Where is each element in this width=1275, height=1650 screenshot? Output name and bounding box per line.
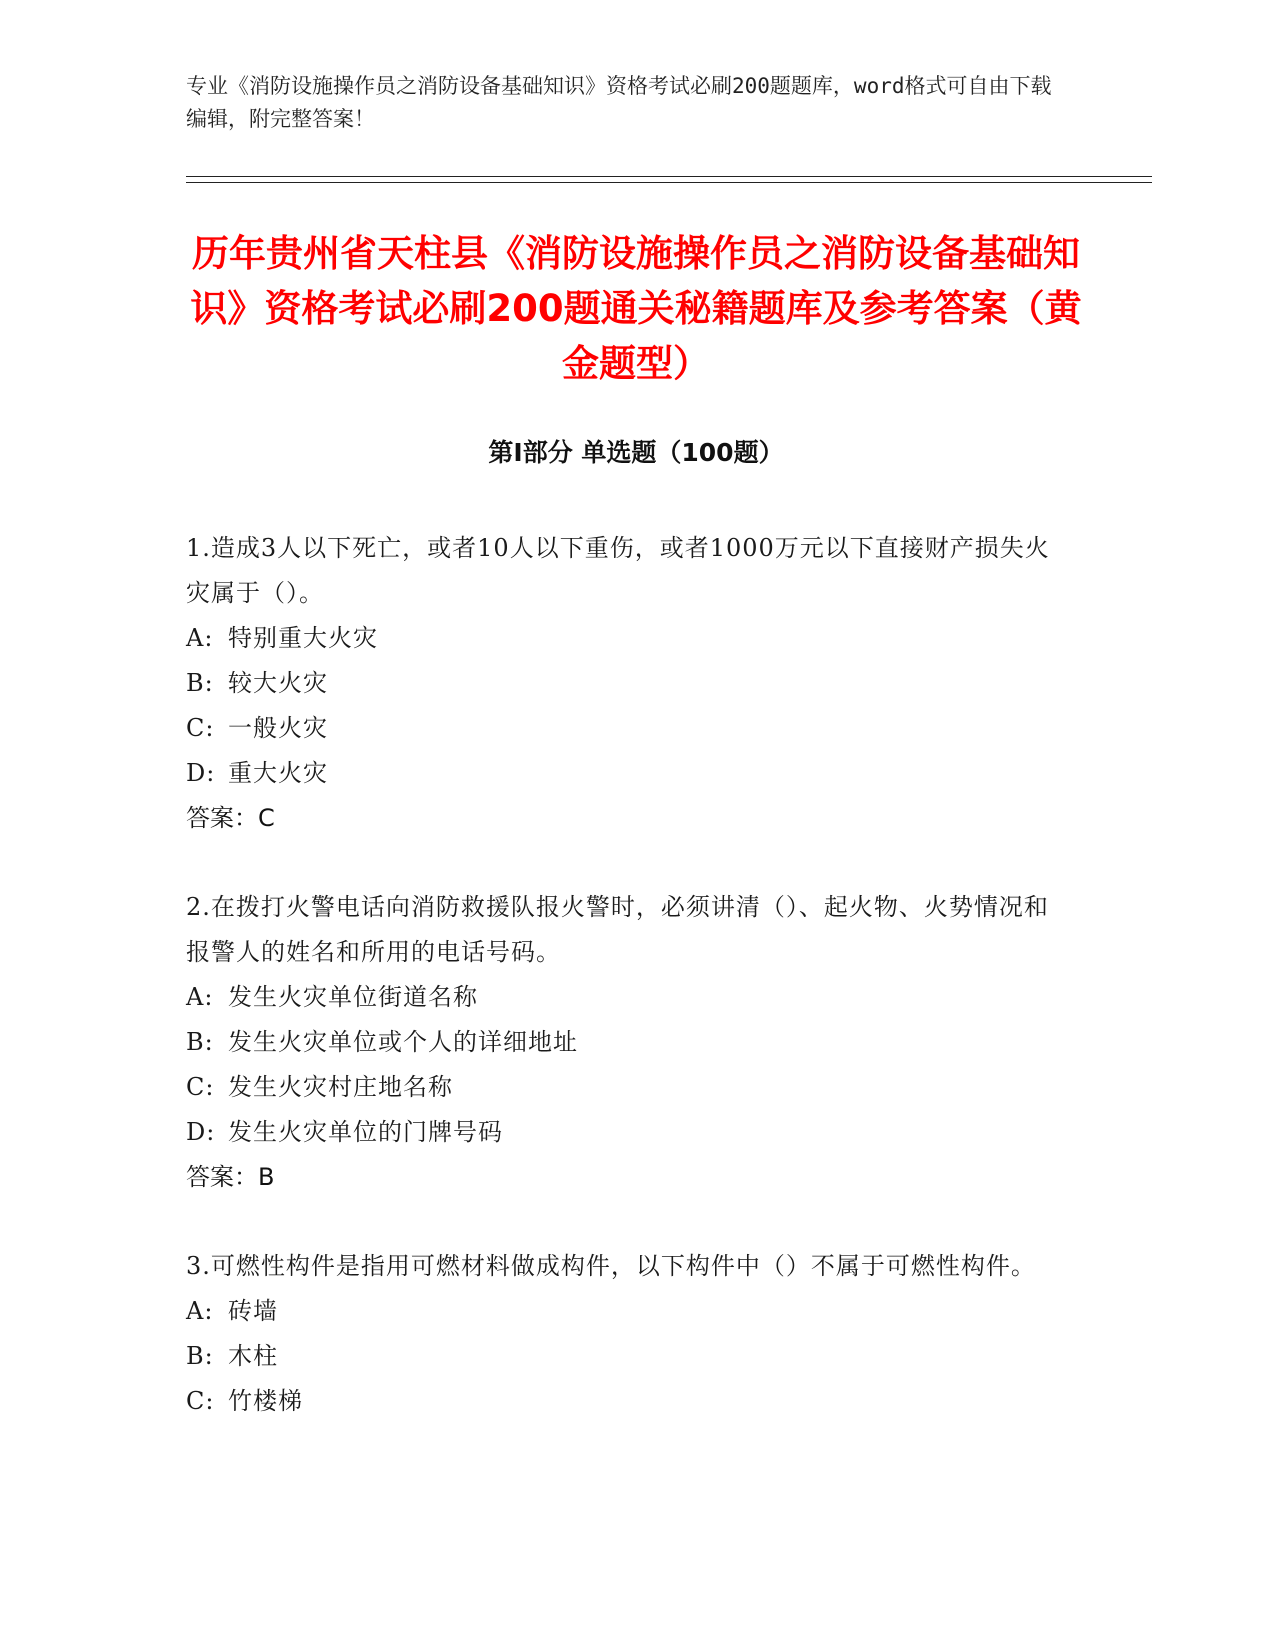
option-text: 发生火灾单位或个人的详细地址 [228, 1028, 578, 1056]
option-b [186, 661, 1066, 706]
answer: 答案：B [186, 1163, 275, 1191]
document-title: 历年贵州省天柱县《消防设施操作员之消防设备基础知识》资格考试必刷200题通关秘籍题库及参考答案（黄金题型） [190, 232, 1082, 385]
option-text: 发生火灾单位街道名称 [228, 983, 478, 1011]
option-text: 一般火灾 [228, 714, 328, 742]
option-d [186, 1110, 1066, 1155]
option-c [186, 706, 1066, 751]
option-text: 特别重大火灾 [228, 624, 378, 652]
option-c [186, 1379, 1066, 1424]
answer: 答案：C [186, 804, 275, 832]
option-text: 较大火灾 [228, 669, 328, 697]
option-key: A: [186, 983, 214, 1011]
option-text: 重大火灾 [228, 759, 328, 787]
option-key: B: [186, 669, 214, 697]
option-c [186, 1065, 1066, 1110]
question-stem: 1.造成3人以下死亡，或者10人以下重伤，或者1000万元以下直接财产损失火灾属于（）。 [186, 534, 1050, 607]
option-key: B: [186, 1342, 214, 1370]
option-text: 发生火灾单位的门牌号码 [228, 1118, 503, 1146]
option-text: 竹楼梯 [228, 1387, 303, 1415]
option-key: C: [186, 714, 215, 742]
option-key: B: [186, 1028, 214, 1056]
option-key: A: [186, 624, 214, 652]
question-stem: 2.在拨打火警电话向消防救援队报火警时，必须讲清（）、起火物、火势情况和报警人的姓名和所用的电话号码。 [186, 893, 1049, 966]
option-key: D: [186, 1118, 216, 1146]
question-stem: 3.可燃性构件是指用可燃材料做成构件，以下构件中（）不属于可燃性构件。 [186, 1252, 1036, 1280]
question-3 [186, 1244, 1066, 1424]
option-d [186, 751, 1066, 796]
header-note: 专业《消防设施操作员之消防设备基础知识》资格考试必刷200题题库，word格式可自由下载编辑，附完整答案！ [186, 74, 1052, 131]
question-1 [186, 526, 1066, 841]
option-key: A: [186, 1297, 214, 1325]
option-key: D: [186, 759, 216, 787]
option-text: 发生火灾村庄地名称 [228, 1073, 453, 1101]
option-key: C: [186, 1073, 215, 1101]
option-text: 木柱 [228, 1342, 278, 1370]
question-2 [186, 885, 1066, 1200]
header-divider-bottom [186, 182, 1152, 183]
header-divider-top [186, 176, 1152, 177]
option-key: C: [186, 1387, 215, 1415]
option-a [186, 616, 1066, 661]
option-a [186, 975, 1066, 1020]
section-title: 第I部分 单选题（100题） [488, 438, 784, 467]
option-text: 砖墙 [228, 1297, 278, 1325]
option-b [186, 1020, 1066, 1065]
question-list [186, 526, 1066, 1468]
option-b [186, 1334, 1066, 1379]
option-a [186, 1289, 1066, 1334]
